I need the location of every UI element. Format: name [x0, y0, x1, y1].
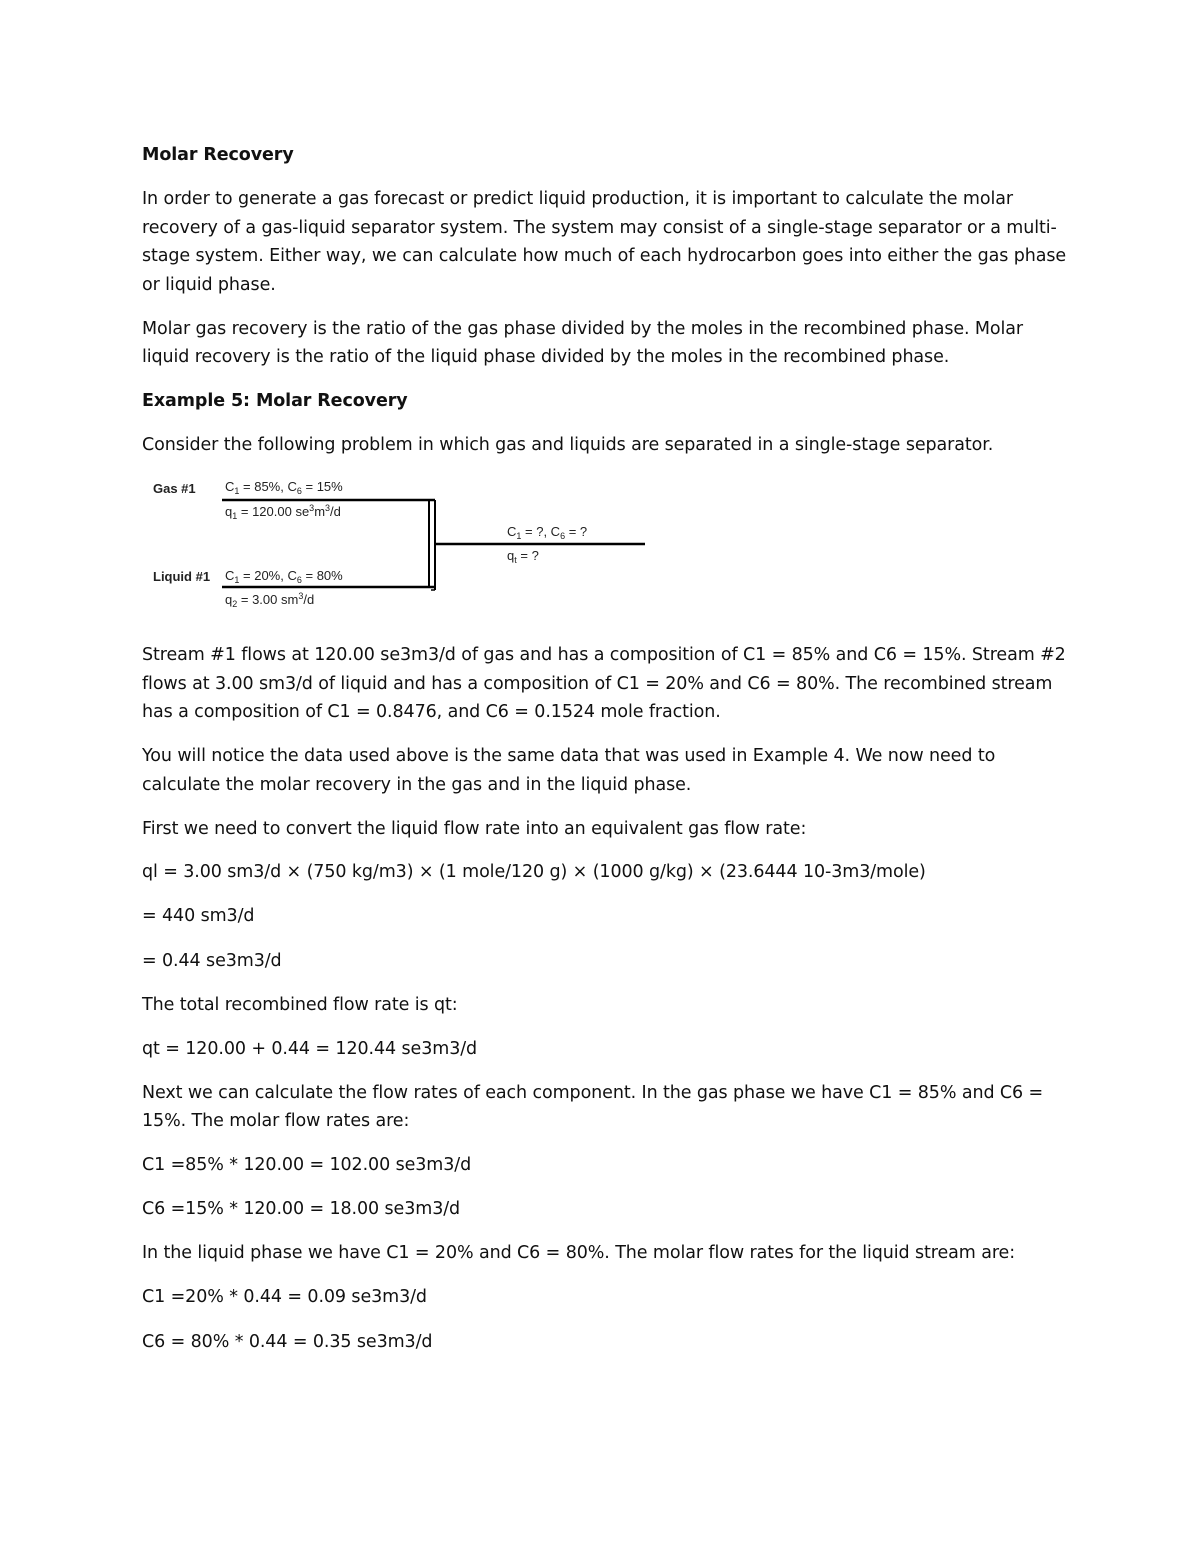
- total-intro: The total recombined flow rate is qt:: [142, 995, 458, 1015]
- intro-line-1: In order to generate a gas forecast or predict liquid production, it is important to calculate the molar: [142, 189, 1013, 209]
- streams-line-1: Stream #1 flows at 120.00 se3m3/d of gas and has a composition of C1 = 85% and C6 = 15%. Stream #2: [142, 645, 1066, 665]
- liquid-intro: In the liquid phase we have C1 = 20% and C6 = 80%. The molar flow rates for the liquid stream are:: [142, 1243, 1016, 1263]
- convert-intro: First we need to convert the liquid flow rate into an equivalent gas flow rate:: [142, 819, 807, 839]
- ql-result-sm3: = 440 sm3/d: [142, 906, 255, 926]
- next-line-1: Next we can calculate the flow rates of each component. In the gas phase we have C1 = 85% and C6 =: [142, 1083, 1044, 1103]
- liquid-flow-rate: $q_2 = 3.00$ $sm^3/d$: [225, 591, 315, 609]
- liquid-c1-rate: C1 =20% * 0.44 = 0.09 se3m3/d: [142, 1287, 427, 1307]
- outlet-composition: $C_1$ = ?, $C_6$ = ?: [507, 524, 588, 541]
- streams-line-3: has a composition of C1 = 0.8476, and C6 = 0.1524 mole fraction.: [142, 702, 721, 722]
- example-intro: Consider the following problem in which gas and liquids are separated in a single-stage separator.: [142, 435, 994, 455]
- section-heading: Molar Recovery: [142, 145, 294, 165]
- separator-diagram: [145, 470, 665, 620]
- gas-composition: $C_1 = 85\%$, $C_6 = 15\%$: [225, 479, 343, 496]
- gas-stream-label: Gas #1: [153, 481, 196, 496]
- example-title: Example 5: Molar Recovery: [142, 391, 408, 411]
- outlet-flow-rate: $q_t$ = ?: [507, 548, 539, 565]
- liquid-stream-label: Liquid #1: [153, 569, 211, 584]
- definition-line-1: Molar gas recovery is the ratio of the gas phase divided by the moles in the recombined phase. Molar: [142, 319, 1024, 339]
- gas-c6-rate: C6 =15% * 120.00 = 18.00 se3m3/d: [142, 1199, 461, 1219]
- gas-flow-rate: $q_1 = 120.00$ $se^3m^3/d$: [225, 503, 341, 521]
- ql-equation: ql = 3.00 sm3/d × (750 kg/m3) × (1 mole/120 g) × (1000 g/kg) × (23.6444 10-3m3/mole): [142, 862, 926, 882]
- next-line-2: 15%. The molar flow rates are:: [142, 1111, 410, 1131]
- liquid-composition: $C_1 = 20\%$, $C_6 = 80\%$: [225, 568, 343, 585]
- notice-line-2: calculate the molar recovery in the gas and in the liquid phase.: [142, 775, 692, 795]
- gas-c1-rate: C1 =85% * 120.00 = 102.00 se3m3/d: [142, 1155, 472, 1175]
- notice-line-1: You will notice the data used above is the same data that was used in Example 4. We now need to: [142, 746, 996, 766]
- ql-result-se3m3: = 0.44 se3m3/d: [142, 951, 282, 971]
- streams-line-2: flows at 3.00 sm3/d of liquid and has a composition of C1 = 20% and C6 = 80%. The recombined stream: [142, 674, 1053, 694]
- qt-equation: qt = 120.00 + 0.44 = 120.44 se3m3/d: [142, 1039, 478, 1059]
- intro-line-2: recovery of a gas-liquid separator system. The system may consist of a single-stage separator or a multi-: [142, 218, 1057, 238]
- intro-line-4: or liquid phase.: [142, 275, 276, 295]
- separator-diagram-svg: [145, 470, 665, 620]
- definition-line-2: liquid recovery is the ratio of the liquid phase divided by the moles in the recombined phase.: [142, 347, 950, 367]
- intro-line-3: stage system. Either way, we can calculate how much of each hydrocarbon goes into either the gas phase: [142, 246, 1067, 266]
- liquid-c6-rate: C6 = 80% * 0.44 = 0.35 se3m3/d: [142, 1332, 433, 1352]
